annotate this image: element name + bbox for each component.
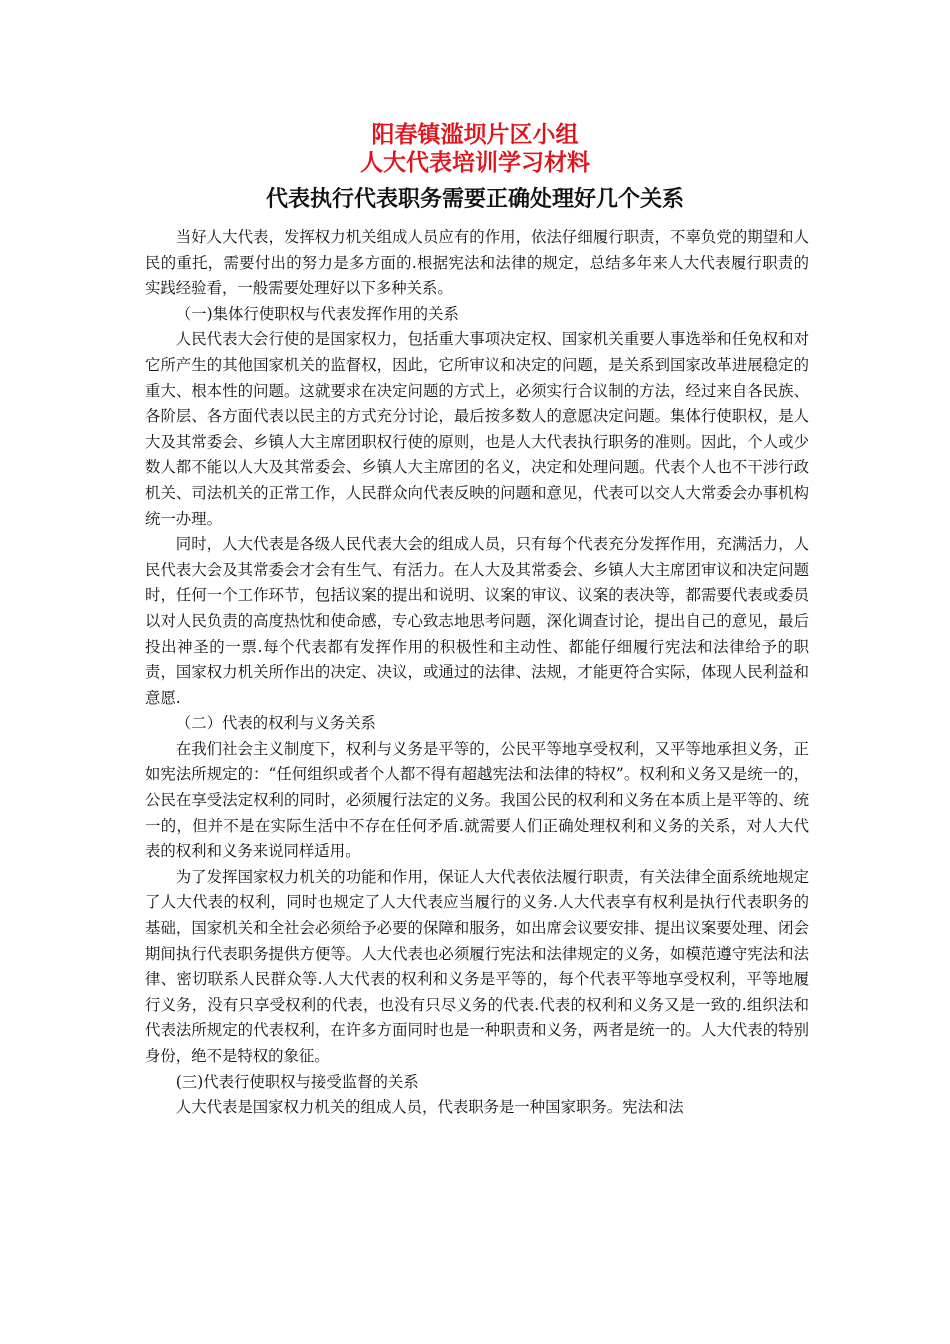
- section-heading-1: （一)集体行使职权与代表发挥作用的关系: [175, 304, 459, 323]
- paragraph-intro: 当好人大代表，发挥权力机关组成人员应有的作用，依法仔细履行职责，不辜负党的期望和人民的重托，需要付出的努力是多方面的.根据宪法和法律的规定，总结多年来人大代表履行职责的实践经验看，一般需要处理好以下多种关系。: [145, 228, 809, 298]
- paragraph: 人民代表大会行使的是国家权力，包括重大事项决定权、国家机关重要人事选举和任免权和对它所产生的其他国家机关的监督权，因此，它所审议和决定的问题，是关系到国家改革进展稳定的重大、根本性的问题。这就要求在决定问题的方式上，必须实行合议制的方法，经过来自各民族、各阶层、各方面代表以民主的方式充分讨论，最后按多数人的意愿决定问题。集体行使职权，是人大及其常委会、乡镇人大主席团职权行使的原则，也是人大代表执行职务的准则。因此，个人或少数人都不能以人大及其常委会、乡镇人大主席团的名义，决定和处理问题。代表个人也不干涉行政机关、司法机关的正常工作，人民群众向代表反映的问题和意见，代表可以交人大常委会办事机构统一办理。: [145, 330, 809, 528]
- paragraph: 同时，人大代表是各级人民代表大会的组成人员，只有每个代表充分发挥作用，充满活力，人民代表大会及其常委会才会有生气、有活力。在人大及其常委会、乡镇人大主席团审议和决定问题时，任何一个工作环节，包括议案的提出和说明、议案的审议、议案的表决等，都需要代表或委员以对人民负责的高度热忱和使命感，专心致志地思考问题，深化调查讨论，提出自己的意见，最后投出神圣的一票.每个代表都有发挥作用的积极性和主动性、都能仔细履行宪法和法律给予的职责，国家权力机关所作出的决定、决议，或通过的法律、法规，才能更符合实际，体现人民利益和意愿.: [145, 535, 809, 707]
- title-line-1: 阳春镇滥坝片区小组: [371, 121, 579, 148]
- document-heading: 代表执行代表职务需要正确处理好几个关系: [265, 187, 684, 212]
- paragraph: 为了发挥国家权力机关的功能和作用，保证人大代表依法履行职责，有关法律全面系统地规定了人大代表的权利，同时也规定了人大代表应当履行的义务.人大代表享有权利是执行代表职务的基础，国家机关和全社会必须给予必要的保障和服务，如出席会议要安排、提出议案要处理、闭会期间执行代表职务提供方便等。人大代表也必须履行宪法和法律规定的义务，如模范遵守宪法和法律、密切联系人民群众等.人大代表的权利和义务是平等的，每个代表平等地享受权利，平等地履行义务，没有只享受权利的代表，也没有只尽义务的代表.代表的权利和义务又是一致的.组织法和代表法所规定的代表权利，在许多方面同时也是一种职责和义务，两者是统一的。人大代表的特别身份，绝不是特权的象征。: [145, 867, 809, 1065]
- document-body: [145, 225, 809, 1121]
- paragraph: 在我们社会主义制度下，权利与义务是平等的，公民平等地享受权利，又平等地承担义务，正如宪法所规定的：“任何组织或者个人都不得有超越宪法和法律的特权”。权利和义务又是统一的，公民在享受法定权利的同时，必须履行法定的义务。我国公民的权利和义务在本质上是平等的、统一的，但并不是在实际生活中不存在任何矛盾.就需要人们正确处理权利和义务的关系，对人大代表的权利和义务来说同样适用。: [145, 739, 809, 861]
- paragraph: 人大代表是国家权力机关的组成人员，代表职务是一种国家职务。宪法和法: [175, 1098, 684, 1117]
- title-line-2: 人大代表培训学习材料: [360, 149, 590, 176]
- section-heading-2: （二）代表的权利与义务关系: [175, 714, 376, 733]
- section-heading-3: (三)代表行使职权与接受监督的关系: [175, 1072, 419, 1091]
